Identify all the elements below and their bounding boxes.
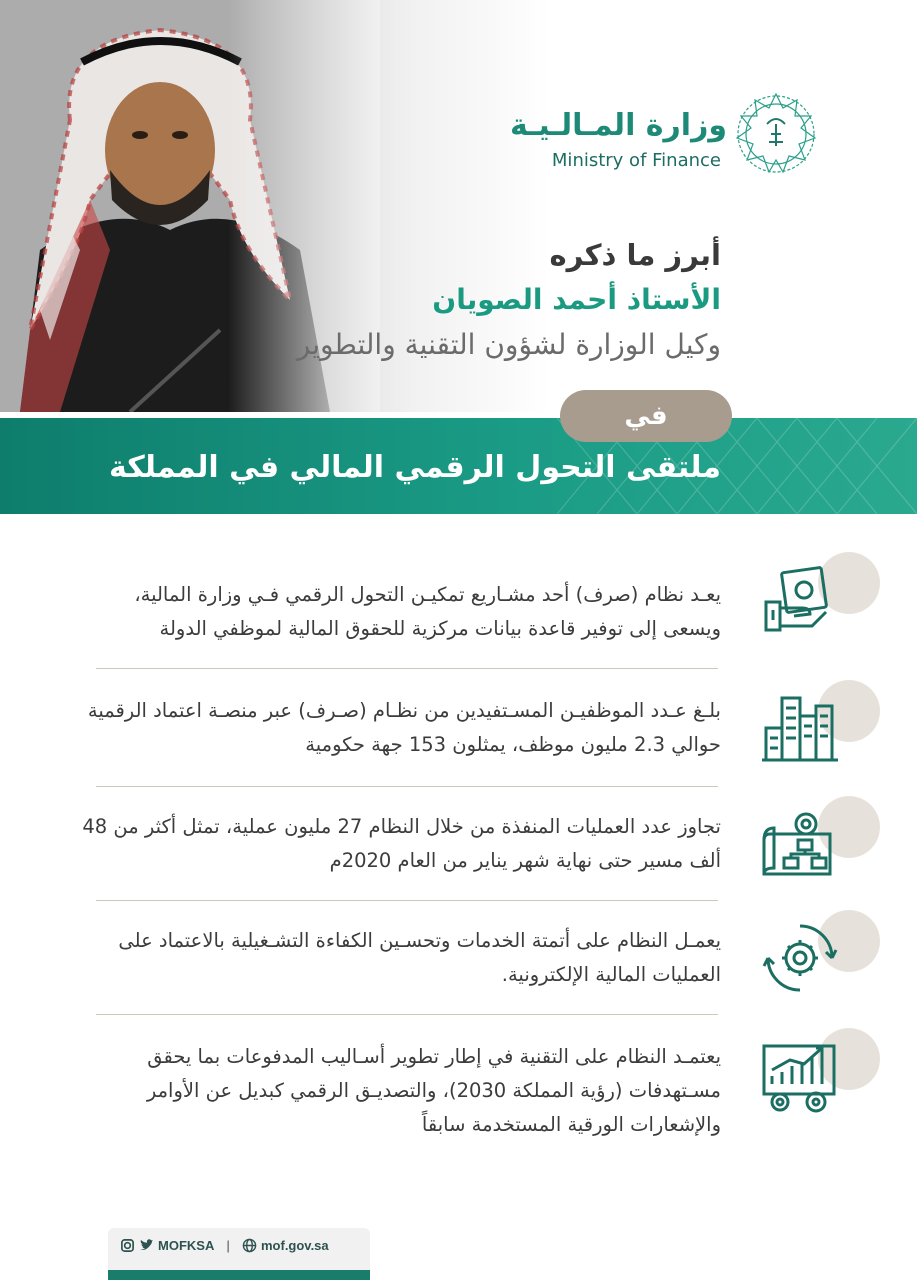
item-text: بلـغ عـدد الموظفيـن المسـتفيدين من نظـام (صـرف) عبر منصـة اعتماد الرقمية حوالي 2.3 مليون موظف، يمثلون 153 جهة حكومية [87, 699, 721, 756]
separator [96, 786, 718, 787]
ministry-emblem-icon [721, 84, 831, 184]
social-handle[interactable]: MOFKSA [158, 1238, 215, 1253]
blueprint-gear-icon [760, 804, 840, 884]
item-icon-wrap [760, 1028, 880, 1128]
item-icon-wrap [760, 552, 880, 652]
buildings-icon [760, 688, 840, 768]
globe-icon [242, 1238, 257, 1253]
footer-card [108, 1228, 370, 1280]
item-text: يعمـل النظام على أتمتة الخدمات وتحسـين الكفاءة التشـغيلية بالاعتماد على العمليات المالية الإلكترونية. [118, 929, 721, 986]
separator [96, 900, 718, 901]
footer-divider: | [226, 1238, 230, 1253]
header-line-1: أبرز ما ذكره [549, 238, 721, 272]
separator [96, 668, 718, 669]
ministry-name-arabic: وزارة المـالـيـة [509, 108, 727, 143]
separator [96, 1014, 718, 1015]
money-hand-icon [760, 560, 840, 640]
ministry-name-english: Ministry of Finance [551, 150, 721, 171]
instagram-icon[interactable] [120, 1238, 135, 1253]
footer-bar [108, 1270, 370, 1280]
item-text: يعتمـد النظام على التقنية في إطار تطوير أسـاليب المدفوعات بما يحقق مسـتهدفات (رؤية المملكة 2030)، والتصديـق الرقمي كبديل عن الأوامر والإشعارات الورقية المستخدمة سابقاً [146, 1045, 721, 1136]
item-icon-wrap [760, 680, 880, 780]
gear-cycle-icon [760, 918, 840, 998]
speaker-title: وكيل الوزارة لشؤون التقنية والتطوير [296, 328, 721, 361]
item-icon-wrap [760, 910, 880, 1010]
item-icon-wrap [760, 796, 880, 896]
item-text: يعـد نظام (صرف) أحد مشـاريع تمكيـن التحول الرقمي فـي وزارة المالية، ويسعى إلى توفير قاعدة بيانات مركزية للحقوق المالية لموظفي الدولة [134, 583, 721, 640]
banner-title: ملتقى التحول الرقمي المالي في المملكة [109, 450, 721, 485]
item-text: تجاوز عدد العمليات المنفذة من خلال النظام 27 مليون عملية، تمثل أكثر من 48 ألف مسير حتى نهاية شهر يناير من العام 2020م [82, 815, 721, 872]
twitter-icon[interactable] [139, 1238, 154, 1253]
footer-row [120, 1238, 329, 1253]
website-link[interactable]: mof.gov.sa [260, 1238, 329, 1253]
chart-gears-icon [760, 1036, 840, 1116]
hero-section [0, 0, 917, 412]
in-pill: في [560, 390, 732, 442]
speaker-name: الأستاذ أحمد الصويان [432, 283, 721, 316]
